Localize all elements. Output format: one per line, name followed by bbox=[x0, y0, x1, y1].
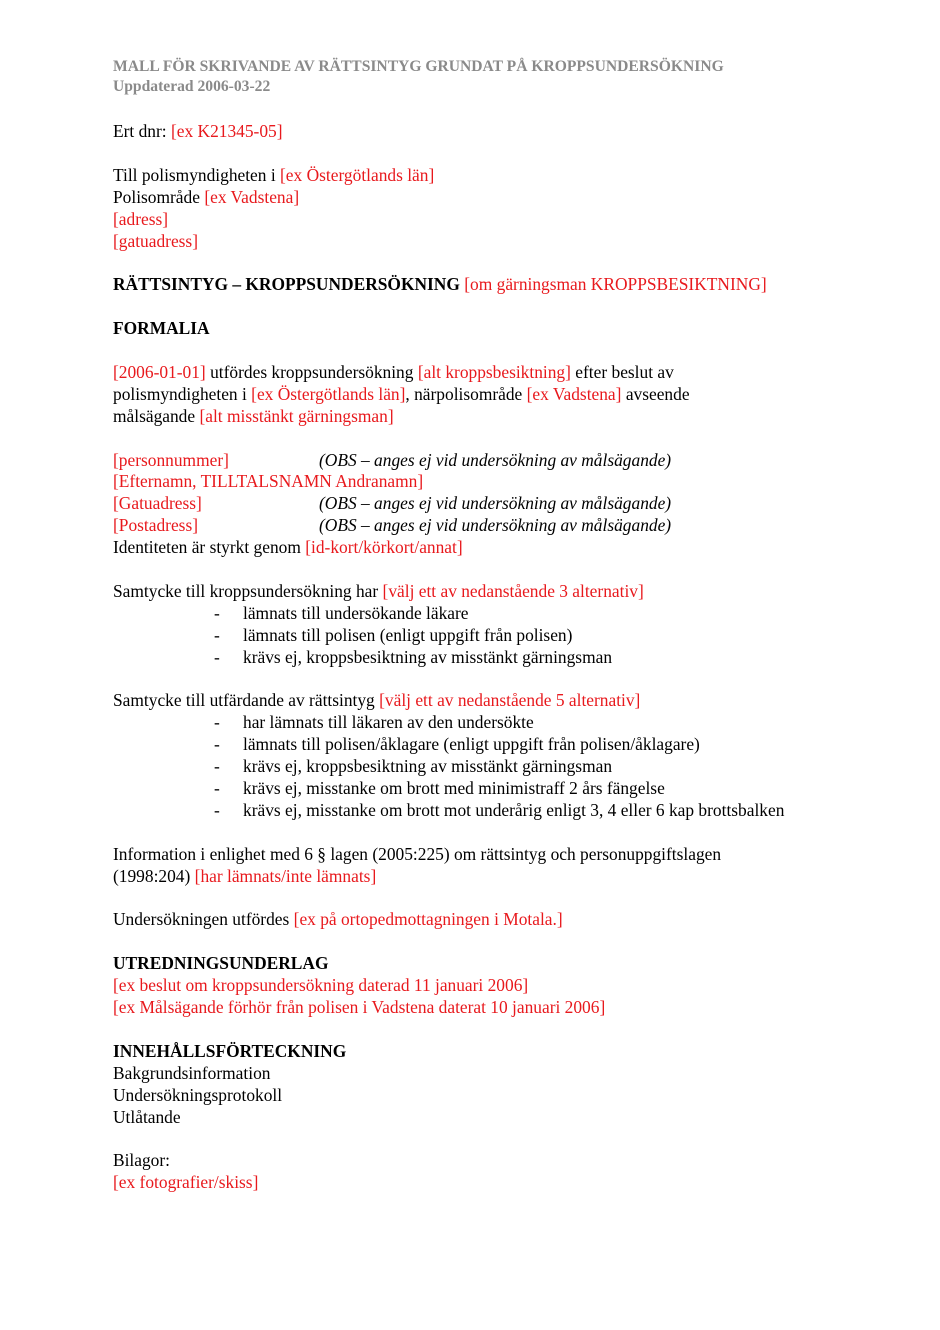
toc-item: Bakgrundsinformation bbox=[113, 1062, 271, 1083]
reference-placeholder: [ex K21345-05] bbox=[170, 121, 283, 141]
underlag-heading: UTREDNINGSUNDERLAG bbox=[113, 953, 329, 974]
document-title: RÄTTSINTYG – KROPPSUNDERSÖKNING [om gärningsman KROPPSBESIKTNING] bbox=[113, 274, 767, 295]
formalia-heading: FORMALIA bbox=[113, 318, 210, 339]
document-header bbox=[113, 0, 833, 96]
toc-section bbox=[113, 1041, 833, 1129]
list-item: - krävs ej, misstanke om brott med minimistraff 2 års fängelse bbox=[214, 778, 665, 799]
attachments-section bbox=[113, 1150, 833, 1194]
person-block: [personnummer] (OBS – anges ej vid undersökning av målsägande) [Efternamn, TILLTALSNAMN Andranamn] [Gatuadress] (OBS – anges ej vid undersökning av målsägande) [Postadress] (OBS – anges ej vid undersökning av målsägande) Identiteten är styrkt genom [id-kort/körkort/annat] bbox=[113, 450, 833, 560]
person-postal-placeholder: [Postadress] bbox=[113, 515, 199, 536]
name-placeholder: [Efternamn, TILLTALSNAMN Andranamn] bbox=[113, 471, 424, 492]
list-item: [ex Målsägande förhör från polisen i Vadstena daterat 10 januari 2006] bbox=[113, 997, 606, 1018]
updated-date: Uppdaterad 2006-03-22 bbox=[113, 77, 271, 95]
list-item: - lämnats till polisen (enligt uppgift från polisen) bbox=[214, 624, 573, 645]
list-item: - lämnats till undersökande läkare bbox=[214, 602, 469, 623]
document-page bbox=[113, 0, 833, 1194]
consent-exam-block: Samtycke till kroppsundersökning har [välj ett av nedanstående 3 alternativ] - lämnats till undersökande läkare - lämnats till polisen (enligt uppgift från polisen) - krävs ej, kroppsbesiktning av misstänkt gärningsman bbox=[113, 581, 833, 669]
list-item: [ex beslut om kroppsundersökning daterad 11 januari 2006] bbox=[113, 975, 529, 996]
formalia-paragraph: [2006-01-01] utfördes kroppsundersökning [alt kroppsbesiktning] efter beslut av polismyndigheten i [ex Östergötlands län], närpolisområde [ex Vadstena] avseende målsägande [alt misstänkt gärningsman] bbox=[113, 361, 690, 426]
consent-certificate-block: Samtycke till utfärdande av rättsintyg [välj ett av nedanstående 5 alternativ] - har lämnats till läkaren av den undersökte - lämnats till polisen/åklagare (enligt uppgift från polisen/åklagare) - krävs ej, kroppsbesiktning av misstänkt gärningsman - krävs ej, misstanke om brott med minimistraff 2 års fängelse - krävs ej, misstanke om brott mot underårig enligt 3, 4 eller 6 kap brottsbalken bbox=[113, 690, 833, 821]
list-item: - lämnats till polisen/åklagare (enligt uppgift från polisen/åklagare) bbox=[214, 734, 700, 755]
exam-place-line: Undersökningen utfördes [ex på ortopedmottagningen i Motala.] bbox=[113, 909, 563, 930]
street-placeholder: [gatuadress] bbox=[113, 230, 198, 251]
toc-item: Undersökningsprotokoll bbox=[113, 1084, 283, 1105]
information-paragraph: Information i enlighet med 6 § lagen (2005:225) om rättsintyg och personuppgiftslagen (1998:204) [har lämnats/inte lämnats] bbox=[113, 843, 722, 886]
attachments-label: Bilagor: bbox=[113, 1150, 170, 1171]
person-street-placeholder: [Gatuadress] bbox=[113, 493, 202, 514]
list-item: - krävs ej, kroppsbesiktning av misstänkt gärningsman bbox=[214, 756, 613, 777]
reference-line: Ert dnr: [ex K21345-05] bbox=[113, 121, 283, 141]
toc-item: Utlåtande bbox=[113, 1106, 181, 1127]
address-placeholder: [adress] bbox=[113, 208, 169, 229]
attachments-placeholder: [ex fotografier/skiss] bbox=[113, 1172, 259, 1193]
list-item: - krävs ej, kroppsbesiktning av misstänkt gärningsman bbox=[214, 646, 613, 667]
toc-heading: INNEHÅLLSFÖRTECKNING bbox=[113, 1040, 347, 1061]
recipient-block: Till polismyndigheten i [ex Östergötlands län] Polisområde [ex Vadstena] [adress] [gatuadress] bbox=[113, 165, 833, 253]
personal-number-placeholder: [personnummer] bbox=[113, 449, 229, 470]
template-title: MALL FÖR SKRIVANDE AV RÄTTSINTYG GRUNDAT PÅ KROPPSUNDERSÖKNING bbox=[113, 58, 724, 75]
list-item: - krävs ej, misstanke om brott mot underårig enligt 3, 4 eller 6 kap brottsbalken bbox=[214, 799, 785, 820]
list-item: - har lämnats till läkaren av den undersökte bbox=[214, 712, 534, 733]
underlag-section bbox=[113, 953, 833, 1019]
